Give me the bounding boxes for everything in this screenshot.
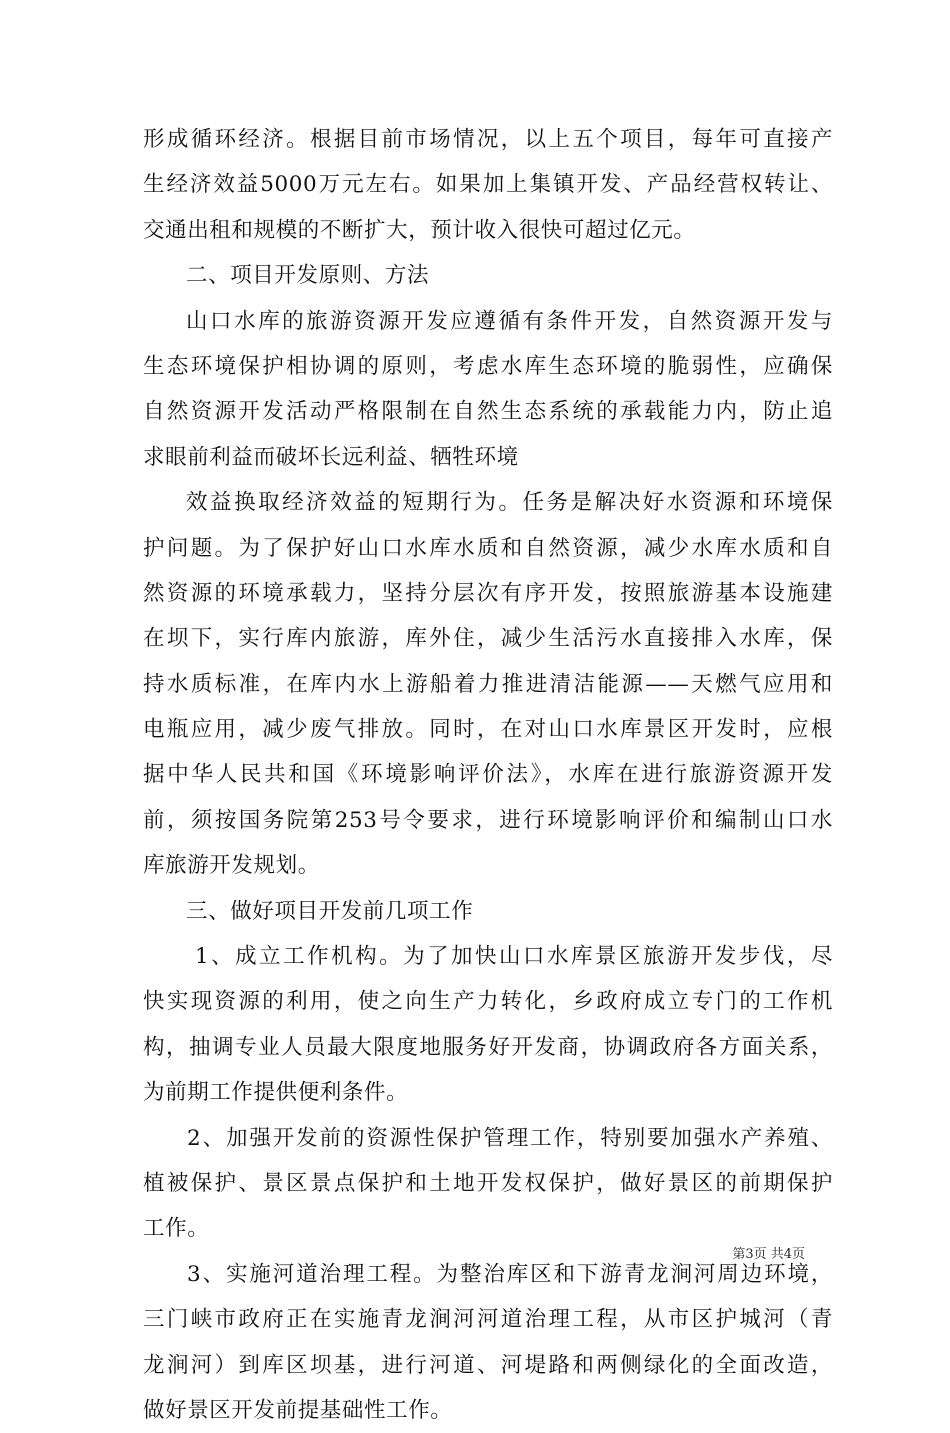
list-item-river-works <box>143 1252 833 1433</box>
text-line: 构，抽调专业人员最大限度地服务好开发商，协调政府各方面关系， <box>143 1034 833 1060</box>
text-line: 求眼前利益而破坏长远利益、牺牲环境 <box>143 444 519 470</box>
text-line: 生态环境保护相协调的原则，考虑水库生态环境的脆弱性，应确保 <box>143 353 833 379</box>
paragraph-tasks <box>143 480 833 889</box>
page-number-footer: 第3页 共4页 <box>732 1247 805 1262</box>
text-line: 植被保护、景区景点保护和土地开发权保护，做好景区的前期保护 <box>143 1170 833 1196</box>
text-line: 工作。 <box>143 1216 210 1242</box>
text-line: 生经济效益5000万元左右。如果加上集镇开发、产品经营权转让、 <box>143 172 833 198</box>
text-line: 然资源的环境承载力，坚持分层次有序开发，按照旅游基本设施建 <box>143 580 833 606</box>
paragraph-principles <box>143 299 833 481</box>
text-line: 1、成立工作机构。为了加快山口水库景区旅游开发步伐，尽 <box>195 944 833 970</box>
text-line: 电瓶应用，减少废气排放。同时，在对山口水库景区开发时，应根 <box>143 717 833 743</box>
text-line: 前，须按国务院第253号令要求，进行环境影响评价和编制山口水 <box>143 807 833 833</box>
text-line: 据中华人民共和国《环境影响评价法》，水库在进行旅游资源开发 <box>143 762 833 788</box>
text-line: 库旅游开发规划。 <box>143 853 320 879</box>
text-line: 形成循环经济。根据目前市场情况，以上五个项目，每年可直接产 <box>143 127 833 152</box>
text-line: 2、加强开发前的资源性保护管理工作，特别要加强水产养殖、 <box>187 1125 833 1151</box>
text-line: 3、实施河道治理工程。为整治库区和下游青龙涧河周边环境， <box>187 1261 833 1287</box>
paragraph-economic-summary <box>143 117 833 253</box>
text-line: 为前期工作提供便利条件。 <box>143 1080 409 1106</box>
text-line: 交通出租和规模的不断扩大，预计收入很快可超过亿元。 <box>143 217 696 243</box>
text-line: 三门峡市政府正在实施青龙涧河河道治理工程，从市区护城河（青 <box>143 1307 833 1333</box>
text-line: 在坝下，实行库内旅游，库外住，减少生活污水直接排入水库，保 <box>143 626 833 652</box>
list-item-organization <box>143 934 833 1116</box>
text-line: 效益换取经济效益的短期行为。任务是解决好水资源和环境保 <box>186 490 833 516</box>
text-line: 快实现资源的利用，使之向生产力转化，乡政府成立专门的工作机 <box>143 989 833 1015</box>
section-heading-preparation <box>143 889 833 934</box>
text-line: 做好景区开发前提基础性工作。 <box>143 1397 453 1423</box>
text-line: 自然资源开发活动严格限制在自然生态系统的承载能力内，防止追 <box>143 399 833 425</box>
document-body <box>143 117 833 1433</box>
list-item-protection <box>143 1116 833 1252</box>
text-line: 护问题。为了保护好山口水库水质和自然资源，减少水库水质和自 <box>143 535 833 561</box>
text-line: 持水质标准，在库内水上游船着力推进清洁能源——天燃气应用和 <box>143 671 833 697</box>
section-heading: 二、项目开发原则、方法 <box>186 263 430 289</box>
text-line: 龙涧河）到库区坝基，进行河道、河堤路和两侧绿化的全面改造， <box>143 1352 833 1378</box>
section-heading: 三、做好项目开发前几项工作 <box>186 898 474 924</box>
text-line: 山口水库的旅游资源开发应遵循有条件开发，自然资源开发与 <box>186 308 833 334</box>
section-heading-principles <box>143 253 833 298</box>
